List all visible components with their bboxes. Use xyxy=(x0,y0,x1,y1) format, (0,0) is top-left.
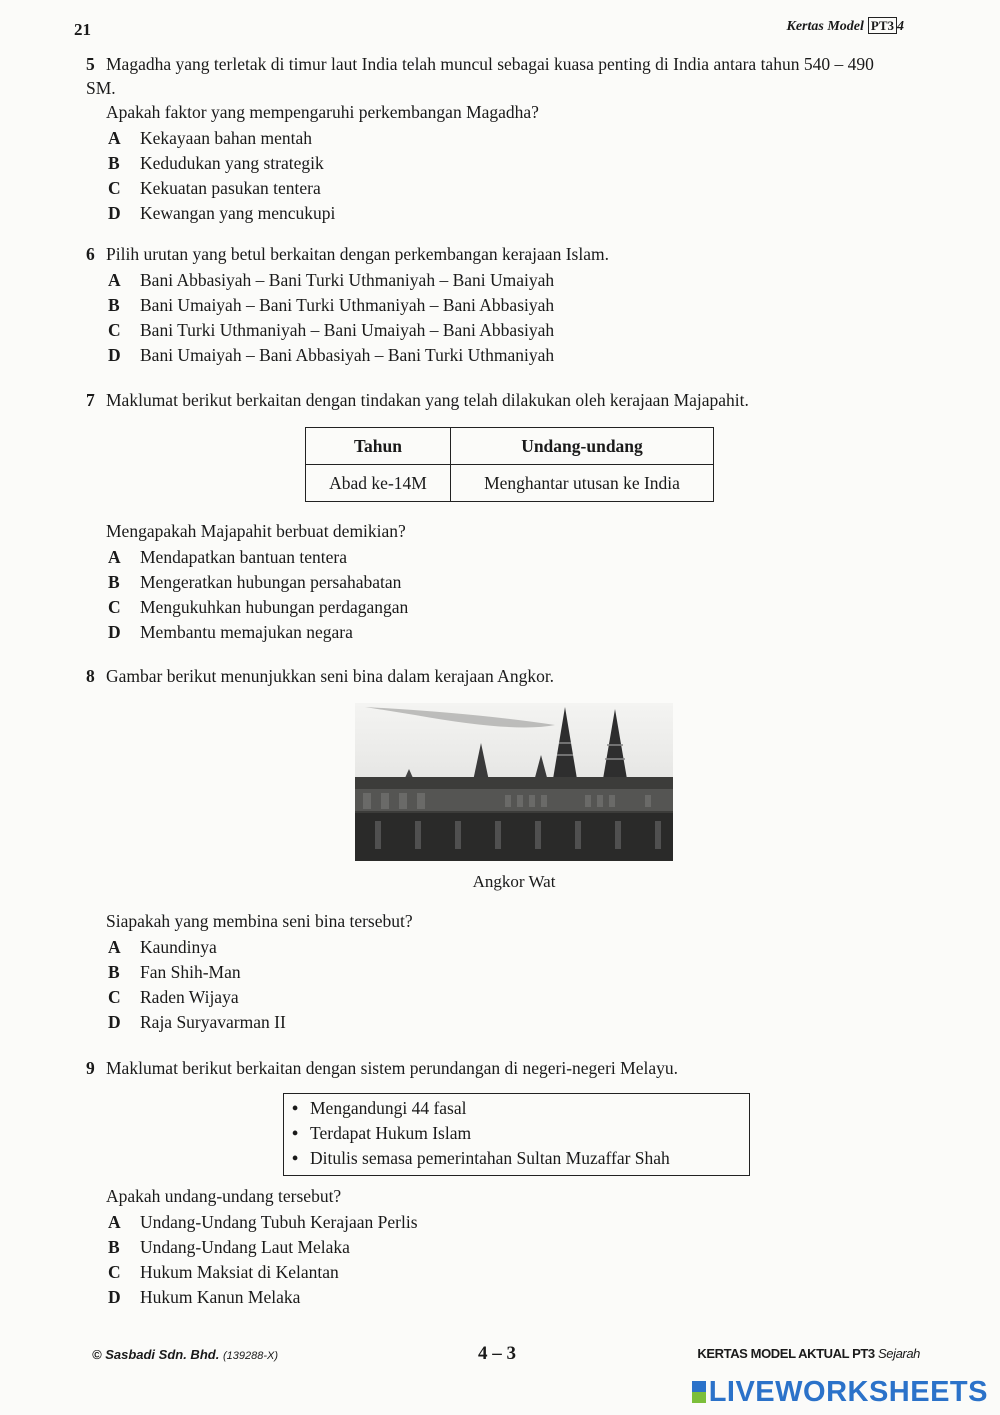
option-letter: D xyxy=(108,203,121,223)
info-bullet: • Ditulis semasa pemerintahan Sultan Muzaffar Shah xyxy=(292,1146,749,1171)
option-a[interactable] xyxy=(108,545,906,570)
option-text: Bani Abbasiyah – Bani Turki Uthmaniyah – Bani Umaiyah xyxy=(140,270,555,290)
question-number: 5 xyxy=(86,54,95,74)
option-b[interactable] xyxy=(108,570,906,595)
option-list xyxy=(108,268,906,368)
info-bullet: • Terdapat Hukum Islam xyxy=(292,1121,749,1146)
option-letter: A xyxy=(108,547,121,567)
photo-caption: Angkor Wat xyxy=(472,872,556,891)
option-text: Raja Suryavarman II xyxy=(140,1012,286,1032)
option-list xyxy=(108,1210,906,1310)
option-text: Undang-Undang Tubuh Kerajaan Perlis xyxy=(140,1212,418,1232)
option-text: Membantu memajukan negara xyxy=(140,622,353,642)
table-row xyxy=(306,465,714,502)
option-letter: C xyxy=(108,597,121,617)
option-text: Bani Turki Uthmaniyah – Bani Umaiyah – Bani Abbasiyah xyxy=(140,320,555,340)
option-c[interactable] xyxy=(108,176,906,201)
option-letter: D xyxy=(108,1287,121,1307)
option-letter: B xyxy=(108,1237,120,1257)
option-text: Kewangan yang mencukupi xyxy=(140,203,336,223)
publisher-name: © Sasbadi Sdn. Bhd. xyxy=(92,1347,220,1362)
info-bullet: • Mengandungi 44 fasal xyxy=(292,1096,749,1121)
option-b[interactable] xyxy=(108,293,906,318)
option-b[interactable] xyxy=(108,151,906,176)
option-text: Hukum Kanun Melaka xyxy=(140,1287,301,1307)
option-letter: C xyxy=(108,1262,121,1282)
question-9 xyxy=(86,1056,906,1080)
question-7 xyxy=(86,388,906,412)
footer-series-title: KERTAS MODEL AKTUAL PT3 xyxy=(697,1346,875,1361)
option-letter: C xyxy=(108,987,121,1007)
option-c[interactable] xyxy=(108,318,906,343)
option-letter: B xyxy=(108,153,120,173)
liveworksheets-text: LIVEWORKSHEETS xyxy=(708,1376,988,1408)
question-stem: Magadha yang terletak di timur laut India telah muncul sebagai kuasa penting di India antara tahun 540 – 490 SM. xyxy=(86,54,874,98)
question-6 xyxy=(86,242,906,368)
question-prompt: Mengapakah Majapahit berbuat demikian? xyxy=(106,521,406,541)
option-letter: B xyxy=(108,962,120,982)
table-header: Tahun xyxy=(306,428,451,465)
option-letter: A xyxy=(108,128,121,148)
option-text: Kedudukan yang strategik xyxy=(140,153,324,173)
option-text: Kaundinya xyxy=(140,937,217,957)
question-number: 7 xyxy=(86,390,95,410)
footer-subject: Sejarah xyxy=(877,1346,920,1361)
option-letter: D xyxy=(108,622,121,642)
footer-publisher xyxy=(92,1347,278,1362)
header-series xyxy=(786,18,904,35)
option-d[interactable] xyxy=(108,343,906,368)
question-number: 9 xyxy=(86,1058,95,1078)
option-d[interactable] xyxy=(108,1010,906,1035)
option-text: Fan Shih-Man xyxy=(140,962,241,982)
option-b[interactable] xyxy=(108,960,906,985)
angkor-wat-photo xyxy=(355,703,673,861)
table-header: Undang-undang xyxy=(451,428,714,465)
option-letter: D xyxy=(108,345,121,365)
footer-series xyxy=(697,1346,920,1361)
footer-page-number: 4 – 3 xyxy=(478,1343,516,1364)
page-number: 21 xyxy=(74,20,91,39)
question-number: 8 xyxy=(86,666,95,686)
option-letter: D xyxy=(108,1012,121,1032)
badge-number: 4 xyxy=(897,19,904,34)
question-stem: Pilih urutan yang betul berkaitan dengan perkembangan kerajaan Islam. xyxy=(106,244,609,264)
question-5 xyxy=(86,52,906,226)
option-a[interactable] xyxy=(108,126,906,151)
option-letter: A xyxy=(108,270,121,290)
option-letter: B xyxy=(108,295,120,315)
series-title: Kertas Model xyxy=(786,19,864,34)
option-text: Bani Umaiyah – Bani Abbasiyah – Bani Turki Uthmaniyah xyxy=(140,345,555,365)
option-list xyxy=(108,545,906,645)
option-letter: C xyxy=(108,320,121,340)
option-d[interactable] xyxy=(108,201,906,226)
option-text: Hukum Maksiat di Kelantan xyxy=(140,1262,339,1282)
option-text: Mengukuhkan hubungan perdagangan xyxy=(140,597,409,617)
question-7-prompt xyxy=(86,519,906,645)
option-a[interactable] xyxy=(108,935,906,960)
option-d[interactable] xyxy=(108,620,906,645)
info-table xyxy=(305,427,714,502)
question-stem: Gambar berikut menunjukkan seni bina dalam kerajaan Angkor. xyxy=(106,666,555,686)
option-b[interactable] xyxy=(108,1235,906,1260)
option-letter: A xyxy=(108,937,121,957)
option-text: Kekayaan bahan mentah xyxy=(140,128,313,148)
question-stem: Maklumat berikut berkaitan dengan sistem perundangan di negeri-negeri Melayu. xyxy=(106,1058,678,1078)
option-letter: C xyxy=(108,178,121,198)
question-stem: Maklumat berikut berkaitan dengan tindakan yang telah dilakukan oleh kerajaan Majapahit. xyxy=(106,390,749,410)
option-c[interactable] xyxy=(108,985,906,1010)
table-header-row xyxy=(306,428,714,465)
option-text: Kekuatan pasukan tentera xyxy=(140,178,321,198)
option-text: Mendapatkan bantuan tentera xyxy=(140,547,347,567)
option-letter: B xyxy=(108,572,120,592)
pt3-badge: PT3 xyxy=(868,17,897,34)
option-d[interactable] xyxy=(108,1285,906,1310)
table-cell: Abad ke-14M xyxy=(306,465,451,502)
table-cell: Menghantar utusan ke India xyxy=(451,465,714,502)
publisher-reg: (139288-X) xyxy=(222,1350,278,1362)
question-8-prompt xyxy=(86,909,906,1035)
question-8 xyxy=(86,664,906,688)
option-a[interactable] xyxy=(108,268,906,293)
option-letter: A xyxy=(108,1212,121,1232)
question-prompt: Siapakah yang membina seni bina tersebut? xyxy=(106,911,413,931)
question-number: 6 xyxy=(86,244,95,264)
option-c[interactable] xyxy=(108,595,906,620)
option-a[interactable] xyxy=(108,1210,906,1235)
question-prompt: Apakah undang-undang tersebut? xyxy=(106,1186,342,1206)
option-text: Raden Wijaya xyxy=(140,987,239,1007)
question-9-prompt xyxy=(86,1184,906,1310)
question-prompt: Apakah faktor yang mempengaruhi perkembangan Magadha? xyxy=(106,102,539,122)
option-c[interactable] xyxy=(108,1260,906,1285)
liveworksheets-logo[interactable] xyxy=(692,1376,988,1409)
liveworksheets-badge-icon xyxy=(692,1381,706,1403)
option-text: Bani Umaiyah – Bani Turki Uthmaniyah – Bani Abbasiyah xyxy=(140,295,555,315)
option-list xyxy=(108,126,906,226)
option-text: Mengeratkan hubungan persahabatan xyxy=(140,572,402,592)
option-text: Undang-Undang Laut Melaka xyxy=(140,1237,350,1257)
option-list xyxy=(108,935,906,1035)
info-box xyxy=(283,1093,750,1176)
